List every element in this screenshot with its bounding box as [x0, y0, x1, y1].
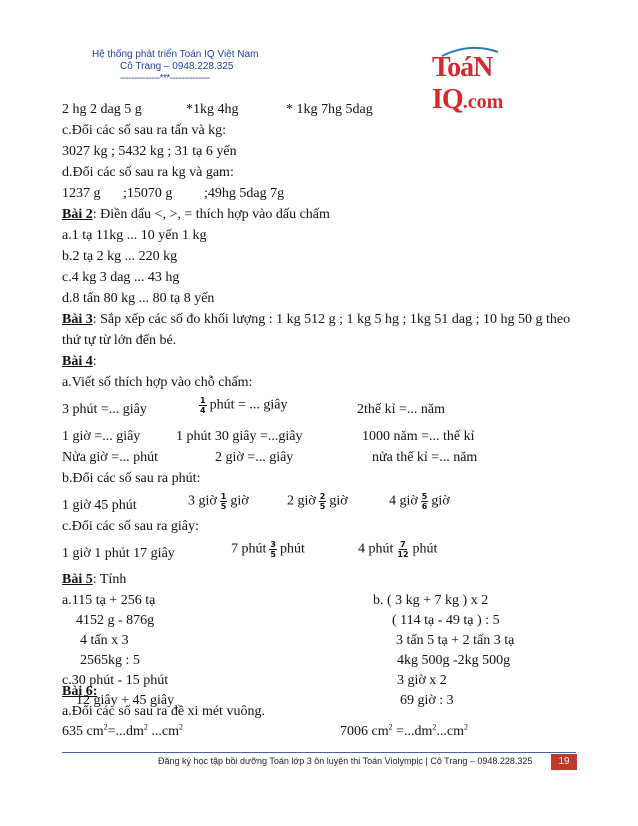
text-item: =...dm [107, 724, 144, 739]
text-item: 3 phút =... giây [62, 402, 147, 417]
text-item: 4 phút [358, 541, 394, 557]
exercise-title: Bài 6: [62, 684, 98, 699]
fraction [269, 540, 277, 559]
denominator: 5 [220, 502, 227, 511]
header-title: Hệ thống phát triển Toán IQ Việt Nam [92, 49, 259, 60]
text-line [186, 102, 239, 118]
text-item: ...cm [147, 724, 180, 739]
exercise-heading [62, 572, 126, 588]
exercise-heading [62, 312, 570, 328]
text-line: 1 giờ 45 phút [62, 498, 137, 513]
numerator: 1 [200, 396, 206, 405]
superscript: 2 [464, 722, 469, 732]
text-line [231, 540, 305, 559]
page-header [92, 49, 258, 85]
text-item: 4 giờ [389, 493, 418, 509]
exercise-title: Bài 4 [62, 354, 93, 369]
numerator: 5 [421, 492, 428, 501]
text-line: d.8 tấn 80 kg ... 80 tạ 8 yến [62, 291, 215, 306]
footer-divider [62, 752, 576, 753]
text-line [196, 396, 287, 415]
superscript: 2 [388, 722, 393, 732]
text-line: b.2 tạ 2 kg ... 220 kg [62, 249, 178, 264]
exercise-title: Bài 2 [62, 207, 93, 222]
text-line: a.Viết số thích hợp vào chỗ chấm: [62, 375, 253, 390]
exercise-heading [62, 207, 330, 223]
text-line: b. ( 3 kg + 7 kg ) x 2 [373, 593, 489, 608]
text-item: =...dm [392, 724, 433, 739]
text-line: 2565kg : 5 [80, 653, 140, 668]
exercise-heading [62, 684, 97, 700]
logo-text: ToáN IQ [432, 52, 493, 115]
text-item: 635 cm [62, 724, 104, 739]
text-line: 1 phút 30 giây =...giây [176, 429, 303, 444]
text-line: 2 giờ =... giây [215, 450, 294, 465]
text-item: 2 hg 2 dag 5 g [62, 102, 142, 117]
fraction [220, 492, 228, 511]
text-line [340, 724, 468, 740]
text-item: phút = ... giây [209, 397, 288, 413]
text-line [62, 724, 183, 740]
text-item: phút [279, 541, 305, 557]
text-item: 2 giờ [287, 493, 316, 509]
text-line: 69 giờ : 3 [400, 693, 454, 708]
text-line: thứ tự từ lớn đến bé. [62, 333, 177, 348]
text-line: a.1 tạ 11kg ... 10 yến 1 kg [62, 228, 207, 243]
text-line [389, 492, 450, 511]
superscript: 2 [143, 722, 148, 732]
text-line: c.Đổi các số sau ra giây: [62, 519, 199, 534]
denominator: 5 [319, 502, 326, 511]
text-line: d.Đổi các số sau ra kg và gam: [62, 165, 234, 180]
superscript: 2 [432, 722, 437, 732]
fraction [319, 492, 327, 511]
text-line: 3027 kg ; 5432 kg ; 31 tạ 6 yến [62, 144, 237, 159]
fraction [421, 492, 429, 511]
text-item: 7006 cm [340, 724, 389, 739]
fraction [199, 396, 207, 415]
text-line [62, 402, 147, 418]
exercise-heading [62, 354, 97, 370]
text-line: nửa thế kỉ =... năm [372, 450, 478, 465]
text-line [286, 102, 373, 118]
text-line [287, 492, 348, 511]
text-line: 4 tấn x 3 [80, 633, 129, 648]
denominator: 4 [200, 406, 206, 415]
text-line: 1000 năm =... thế kỉ [362, 429, 475, 444]
superscript: 2 [179, 722, 184, 732]
numerator: 3 [270, 540, 276, 549]
text-line [62, 102, 142, 118]
denominator: 12 [397, 550, 409, 559]
numerator: 2 [319, 492, 326, 501]
header-divider: --------------***-------------- [120, 73, 210, 84]
text-line: c.30 phút - 15 phút [62, 673, 169, 688]
logo-swoosh-icon [440, 46, 500, 58]
superscript: 2 [103, 722, 108, 732]
denominator: 5 [270, 550, 276, 559]
exercise-instruction: : Tính [92, 572, 127, 587]
text-item: ...cm [436, 724, 465, 739]
text-line: 3 tấn 5 tạ + 2 tấn 3 tạ [396, 633, 515, 648]
text-line: a.Đổi các số sau ra đề xi mét vuông. [62, 704, 265, 719]
text-item: * 1kg 7hg 5dag [286, 102, 373, 117]
text-line: 4152 g - 876g [76, 613, 155, 628]
logo-suffix: .com [462, 91, 504, 113]
text-item: 7 phút [231, 541, 267, 557]
text-line: 1 giờ =... giây [62, 429, 141, 444]
text-line: c.4 kg 3 dag ... 43 hg [62, 270, 180, 285]
numerator: 7 [400, 540, 406, 549]
exercise-title: Bài 5 [62, 572, 93, 587]
footer-text: Đăng ký học tập bồi dưỡng Toán lớp 3 ôn luyện thi Toán Violympic | Cô Trang – 0948.228.325 [158, 756, 533, 766]
toan-iq-logo [432, 52, 560, 115]
exercise-instruction: : Điền dấu <, >, = thích hợp vào dấu chấm [92, 207, 330, 222]
exercise-colon: : [92, 354, 97, 369]
text-line: b.Đổi các số sau ra phút: [62, 471, 201, 486]
text-line [188, 492, 249, 511]
text-item: phút [412, 541, 438, 557]
text-line: ;49hg 5dag 7g [204, 186, 285, 201]
text-line: 2thế kỉ =... năm [357, 402, 445, 417]
text-item: giờ [431, 493, 450, 509]
exercise-instruction: : Sắp xếp các số đo khối lượng : 1 kg 512 g ; 1 kg 5 hg ; 1kg 51 dag ; 10 hg 50 g theo [92, 312, 571, 327]
text-line: 4kg 500g -2kg 500g [397, 653, 511, 668]
text-item: giờ [230, 493, 249, 509]
header-contact: Cô Trang – 0948.228.325 [120, 61, 234, 72]
text-item: *1kg 4hg [186, 102, 239, 117]
text-item: giờ [329, 493, 348, 509]
text-line: 3 giờ x 2 [397, 673, 447, 688]
text-line: 1 giờ 1 phút 17 giây [62, 546, 175, 561]
numerator: 1 [220, 492, 227, 501]
text-line: a.115 tạ + 256 tạ [62, 593, 156, 608]
text-line: c.Đổi các số sau ra tấn và kg: [62, 123, 227, 138]
denominator: 6 [421, 502, 428, 511]
text-line: 1237 g [62, 186, 101, 201]
text-line: Nửa giờ =... phút [62, 450, 158, 465]
text-line: 12 giây + 45 giây [76, 693, 175, 708]
text-item: 3 giờ [188, 493, 217, 509]
exercise-title: Bài 3 [62, 312, 93, 327]
fraction [396, 540, 409, 559]
page-number: 19 [551, 754, 577, 770]
text-line: ( 114 tạ - 49 tạ ) : 5 [392, 613, 500, 628]
text-line [358, 540, 437, 559]
text-line: ;15070 g [123, 186, 173, 201]
